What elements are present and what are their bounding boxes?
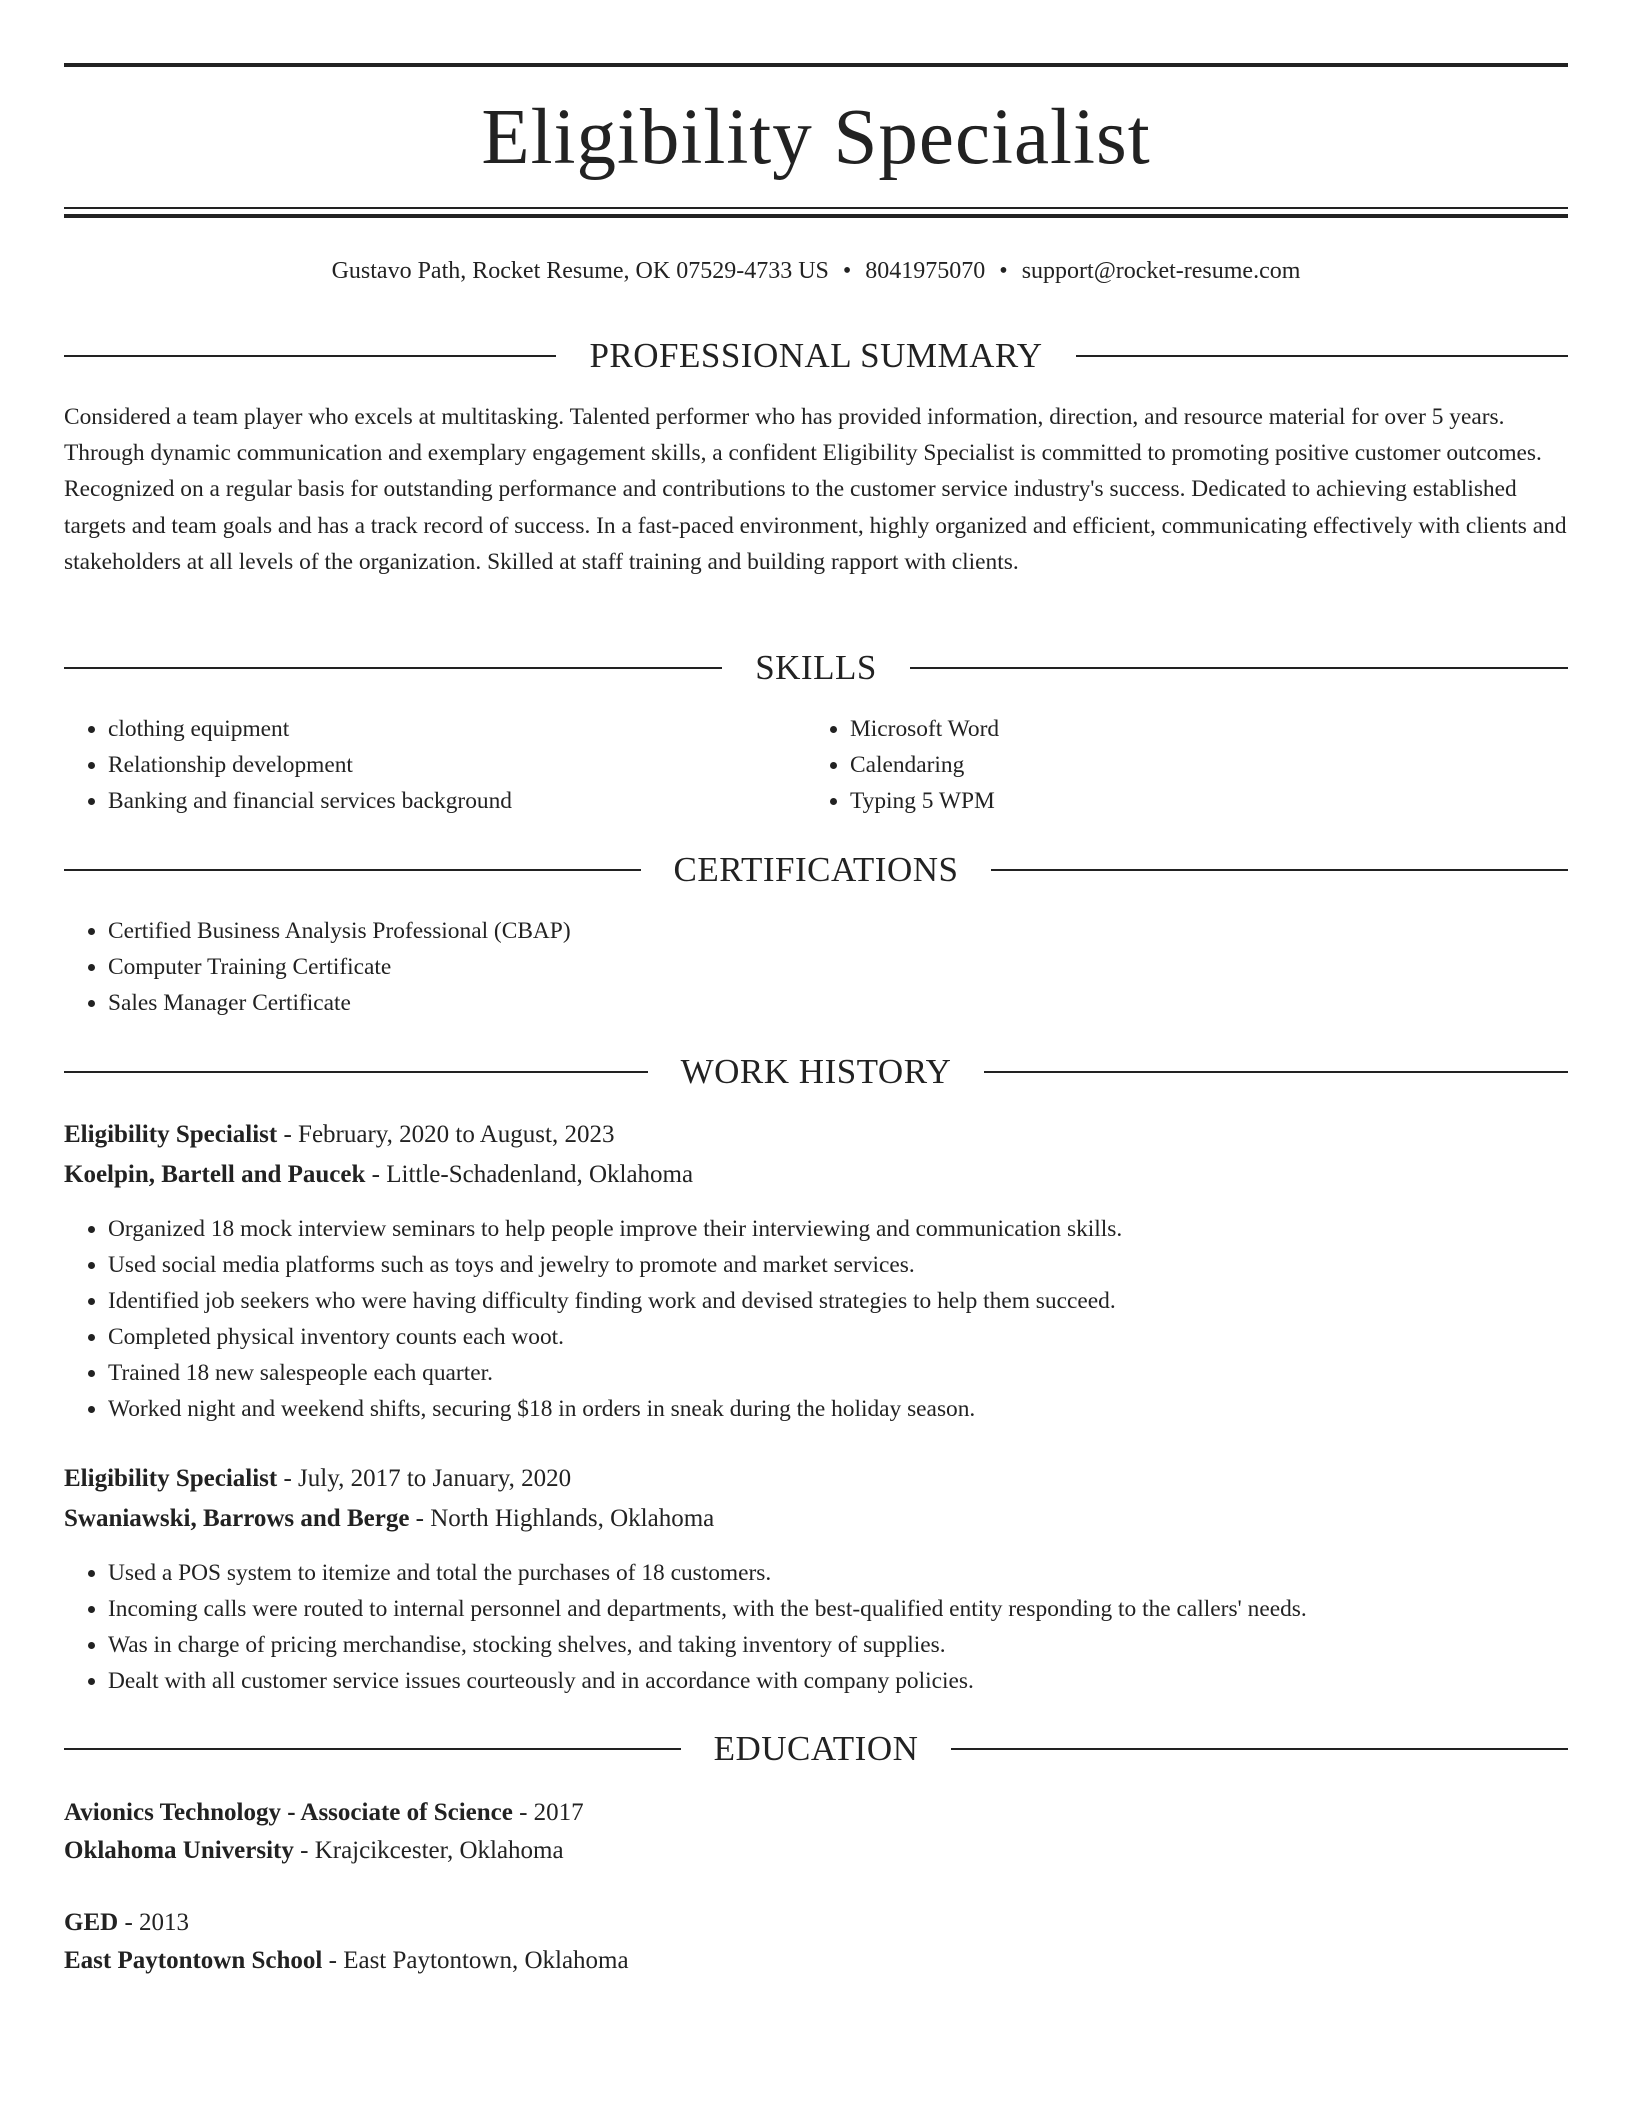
contact-line xyxy=(64,254,1568,288)
job-company: Koelpin, Bartell and Paucek xyxy=(64,1161,366,1188)
section-title: WORK HISTORY xyxy=(680,1052,952,1091)
job-dates: - February, 2020 to August, 2023 xyxy=(277,1121,615,1148)
heading-rule xyxy=(64,869,641,871)
skill-item: • clothing equipment xyxy=(108,711,808,747)
contact-phone: 8041975070 xyxy=(865,258,986,284)
job-title: Eligibility Specialist xyxy=(64,1465,278,1492)
education-degree: GED xyxy=(64,1909,119,1936)
heading-rule xyxy=(64,1071,648,1073)
section-heading-education xyxy=(64,1727,1568,1771)
contact-address: Gustavo Path, Rocket Resume, OK 07529-4733 US xyxy=(331,258,829,284)
job-dates: - July, 2017 to January, 2020 xyxy=(277,1465,572,1492)
contact-separator: • xyxy=(999,258,1008,284)
job-bullet: • Completed physical inventory counts each woot. xyxy=(108,1319,1568,1355)
job-bullet: • Used a POS system to itemize and total the purchases of 18 customers. xyxy=(108,1555,1568,1591)
job-bullet: • Worked night and weekend shifts, securing $18 in orders in sneak during the holiday season. xyxy=(108,1391,1568,1427)
job-title-line xyxy=(64,1117,1568,1153)
job-bullet: • Organized 18 mock interview seminars to help people improve their interviewing and communication skills. xyxy=(108,1211,1568,1247)
education-school: Oklahoma University xyxy=(64,1837,294,1864)
education-degree: Avionics Technology - Associate of Science xyxy=(64,1799,513,1826)
job-company: Swaniawski, Barrows and Berge xyxy=(64,1505,410,1532)
job-bullet: • Used social media platforms such as toys and jewelry to promote and market services. xyxy=(108,1247,1568,1283)
skills-list-right xyxy=(806,711,1550,819)
certification-item: • Certified Business Analysis Professional (CBAP) xyxy=(108,913,1568,949)
job-bullet: • Identified job seekers who were having difficulty finding work and devised strategies to help them succeed. xyxy=(108,1283,1568,1319)
section-title: PROFESSIONAL SUMMARY xyxy=(589,336,1043,375)
section-heading-summary xyxy=(64,334,1568,378)
section-heading-skills xyxy=(64,646,1568,690)
heading-rule xyxy=(64,1748,681,1750)
heading-rule xyxy=(1076,355,1568,357)
heading-rule xyxy=(984,1071,1568,1073)
job-location: - North Highlands, Oklahoma xyxy=(409,1505,715,1532)
section-title: CERTIFICATIONS xyxy=(673,850,959,889)
education-degree-line xyxy=(64,1905,1568,1941)
top-rule xyxy=(64,63,1568,67)
certification-item: • Sales Manager Certificate xyxy=(108,985,1568,1021)
certifications-list xyxy=(64,913,1568,1021)
skill-item: • Microsoft Word xyxy=(850,711,1550,747)
job-location: - Little-Schadenland, Oklahoma xyxy=(365,1161,694,1188)
contact-separator: • xyxy=(842,258,852,284)
contact-email[interactable]: support@rocket-resume.com xyxy=(1021,258,1301,284)
heading-rule xyxy=(910,667,1568,669)
job-bullet: • Was in charge of pricing merchandise, stocking shelves, and taking inventory of supplies. xyxy=(108,1627,1568,1663)
summary-text: Considered a team player who excels at multitasking. Talented performer who has provided information, direction, and resource material for over 5 years. Through dynamic communication and exemplary engagement skills, a confident Eligibility Specialist is committed to promoting positive customer outcomes. Recognized on a regular basis for outstanding performance and contributions to the customer service industry's success. Dedicated to achieving established targets and team goals and has a track record of success. In a fast-paced environment, highly organized and efficient, communicating effectively with clients and stakeholders at all levels of the organization. Skilled at staff training and building rapport with clients. xyxy=(64,404,1567,575)
education-school-line xyxy=(64,1833,1568,1869)
section-heading-work xyxy=(64,1050,1568,1094)
certification-item: • Computer Training Certificate xyxy=(108,949,1568,985)
job-bullet: • Dealt with all customer service issues courteously and in accordance with company policies. xyxy=(108,1663,1568,1699)
name-rule-thick xyxy=(64,214,1568,218)
heading-rule xyxy=(64,355,556,357)
skill-item: • Banking and financial services background xyxy=(108,783,808,819)
education-location: - Krajcikcester, Oklahoma xyxy=(293,1837,564,1864)
heading-rule xyxy=(951,1748,1568,1750)
job-bullets xyxy=(64,1211,1568,1427)
job-bullets xyxy=(64,1555,1568,1699)
skill-item: • Calendaring xyxy=(850,747,1550,783)
name-rule-thin xyxy=(64,207,1568,209)
resume-name: Eligibility Specialist xyxy=(481,94,1151,181)
section-heading-certifications xyxy=(64,848,1568,892)
education-location: - East Paytontown, Oklahoma xyxy=(322,1947,629,1974)
job-title: Eligibility Specialist xyxy=(64,1121,278,1148)
job-company-line xyxy=(64,1501,1568,1537)
job-bullet: • Incoming calls were routed to internal personnel and departments, with the best-qualified entity responding to the callers' needs. xyxy=(108,1591,1568,1627)
job-bullet: • Trained 18 new salespeople each quarter. xyxy=(108,1355,1568,1391)
skill-item: • Relationship development xyxy=(108,747,808,783)
job-title-line xyxy=(64,1461,1568,1497)
education-year: - 2013 xyxy=(118,1909,190,1936)
education-school-line xyxy=(64,1943,1568,1979)
education-school: East Paytontown School xyxy=(64,1947,323,1974)
job-company-line xyxy=(64,1157,1568,1193)
section-title: SKILLS xyxy=(755,648,877,687)
skill-item: • Typing 5 WPM xyxy=(850,783,1550,819)
skills-list-left xyxy=(64,711,808,819)
section-title: EDUCATION xyxy=(713,1729,919,1768)
education-year: - 2017 xyxy=(512,1799,584,1826)
education-degree-line xyxy=(64,1795,1568,1831)
heading-rule xyxy=(991,869,1568,871)
heading-rule xyxy=(64,667,722,669)
